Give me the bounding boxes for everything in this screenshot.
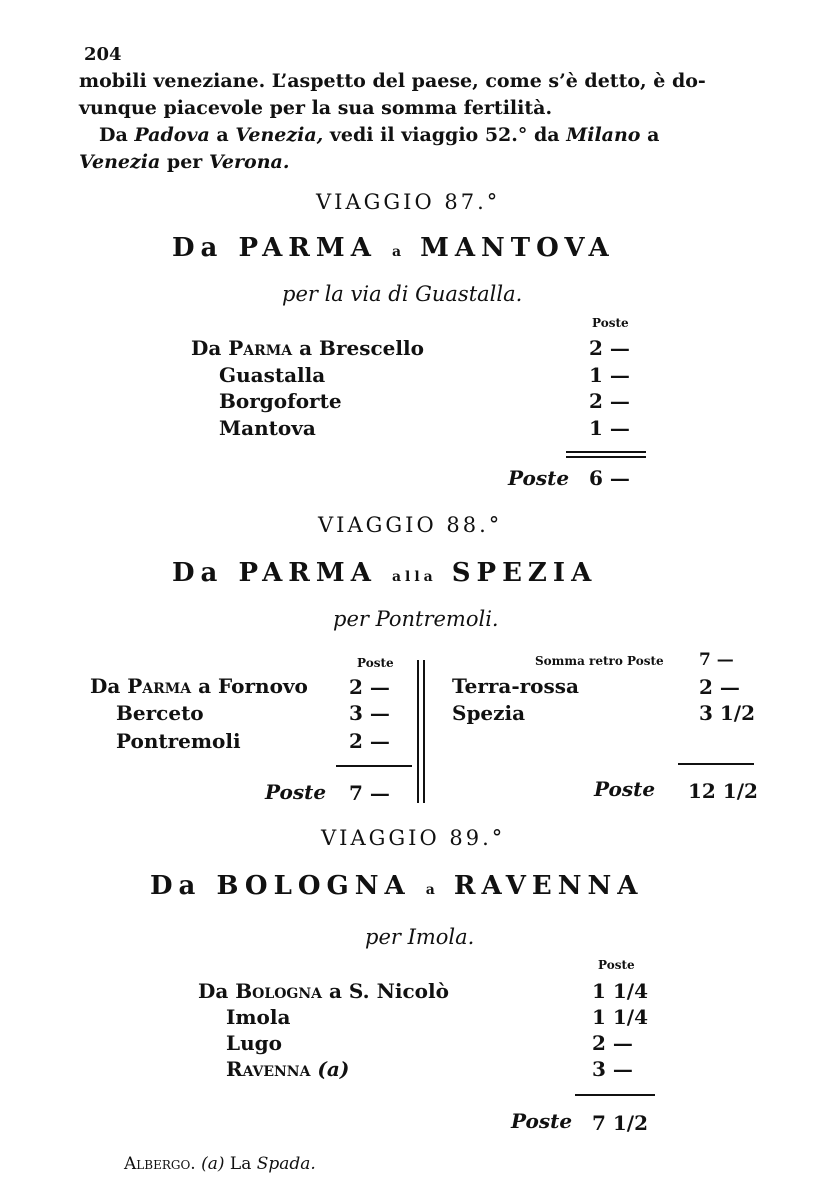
column-divider [417,660,419,803]
intro-text: a [209,124,236,146]
v88-left-posts-3: 2 — [349,729,390,753]
v87-row-4: Mantova [219,416,316,440]
row-text: a S. Nicolò [322,979,449,1003]
v88-left-col-header: Poste [357,656,394,670]
v88-left-row-2: Berceto [116,701,204,725]
v89-row-2: Imola [226,1005,291,1029]
row-text: Ravenna [226,1057,311,1081]
v88-left-posts-2: 3 — [349,701,390,725]
intro-line-1: mobili veneziane. L’aspetto del paese, come s’è detto, è do- [79,70,706,92]
intro-line-3 [99,124,659,146]
v88-right-carried: 7 — [699,650,734,670]
v88-right-posts-2: 3 1/2 [699,701,756,725]
place-venezia: Venezia [79,151,161,173]
route-from: PARMA [238,233,377,263]
route-da: Da [172,233,224,263]
v88-right-row-2: Spezia [452,701,526,725]
v88-right-row-1: Terra-rossa [452,674,580,698]
v89-heading: VIAGGIO 89.° [321,826,506,850]
v89-col-header: Poste [598,958,635,972]
v89-total-value: 7 1/2 [592,1111,649,1135]
intro-text: Da [99,124,135,146]
v87-total-label: Poste [508,466,570,490]
v88-right-total-value: 12 1/2 [688,779,758,803]
v89-total-label: Poste [511,1109,573,1133]
v87-col-header: Poste [592,316,629,330]
v89-posts-1: 1 1/4 [592,979,649,1003]
v89-via: per Imola. [365,925,475,949]
v88-heading: VIAGGIO 88.° [318,513,503,537]
route-connector: a [425,882,439,898]
v88-left-posts-1: 2 — [349,675,390,699]
v88-right-col-header: Somma retro Poste [535,654,664,668]
v89-row-1 [198,979,449,1003]
row-text: Parma [127,674,192,698]
row-text: a Brescello [292,336,424,360]
v88-right-total-label: Poste [594,777,656,801]
v87-posts-1: 2 — [589,336,630,360]
route-to: MANTOVA [420,233,615,263]
row-text: Parma [228,336,293,360]
intro-line-2: vunque piacevole per la sua somma fertilità. [79,97,553,119]
v88-right-posts-1: 2 — [699,675,740,699]
footnote-ref: (a) [201,1154,225,1174]
v88-left-total-label: Poste [265,780,327,804]
row-text: a Fornovo [191,674,308,698]
footnote-label: Albergo. [124,1154,196,1174]
intro-text: a [640,124,660,146]
v89-sum-rule [575,1094,655,1096]
v87-row-2: Guastalla [219,363,326,387]
route-to: RAVENNA [453,871,644,901]
v87-row-1 [191,336,424,360]
v87-posts-4: 1 — [589,416,630,440]
column-divider [423,660,425,803]
v87-heading: VIAGGIO 87.° [316,190,501,214]
v87-sum-rule [566,456,646,458]
v88-left-row-1 [90,674,308,698]
v89-posts-2: 1 1/4 [592,1005,649,1029]
v89-posts-4: 3 — [592,1057,633,1081]
v87-posts-3: 2 — [589,389,630,413]
v87-posts-2: 1 — [589,363,630,387]
intro-text: per [160,151,209,173]
row-text: Da [90,674,128,698]
row-text: (a) [310,1057,350,1081]
row-text: Bologna [235,979,323,1003]
place-verona: Verona. [208,151,290,173]
route-to: SPEZIA [451,558,598,588]
v89-row-4 [226,1057,349,1081]
v89-route-title [150,871,643,901]
place-padova: Padova [134,124,210,146]
v87-total-value: 6 — [589,466,630,490]
route-from: PARMA [238,558,377,588]
v87-sum-rule [566,451,646,453]
intro-line-4 [79,151,289,173]
v87-route-title [172,233,615,263]
v89-posts-3: 2 — [592,1031,633,1055]
place-milano: Milano [566,124,641,146]
place-venezia: Venezia, [235,124,324,146]
route-connector: alla [391,569,437,585]
footnote [124,1154,316,1174]
row-text: Da [191,336,229,360]
route-connector: a [391,244,406,260]
intro-text: vedi il viaggio 52.° da [323,124,567,146]
route-from: BOLOGNA [216,871,411,901]
v89-row-3: Lugo [226,1031,282,1055]
v88-left-total-value: 7 — [349,781,390,805]
page-number: 204 [84,44,122,65]
v87-via: per la via di Guastalla. [282,282,523,306]
row-text: Da [198,979,236,1003]
footnote-text: Spada. [256,1154,316,1174]
route-da: Da [150,871,202,901]
v88-left-sum-rule [336,765,412,767]
footnote-text: La [224,1154,257,1174]
v88-left-row-3: Pontremoli [116,729,241,753]
v88-route-title [172,558,597,588]
v88-right-sum-rule [678,763,754,765]
v87-row-3: Borgoforte [219,389,342,413]
route-da: Da [172,558,224,588]
v88-via: per Pontremoli. [333,607,499,631]
